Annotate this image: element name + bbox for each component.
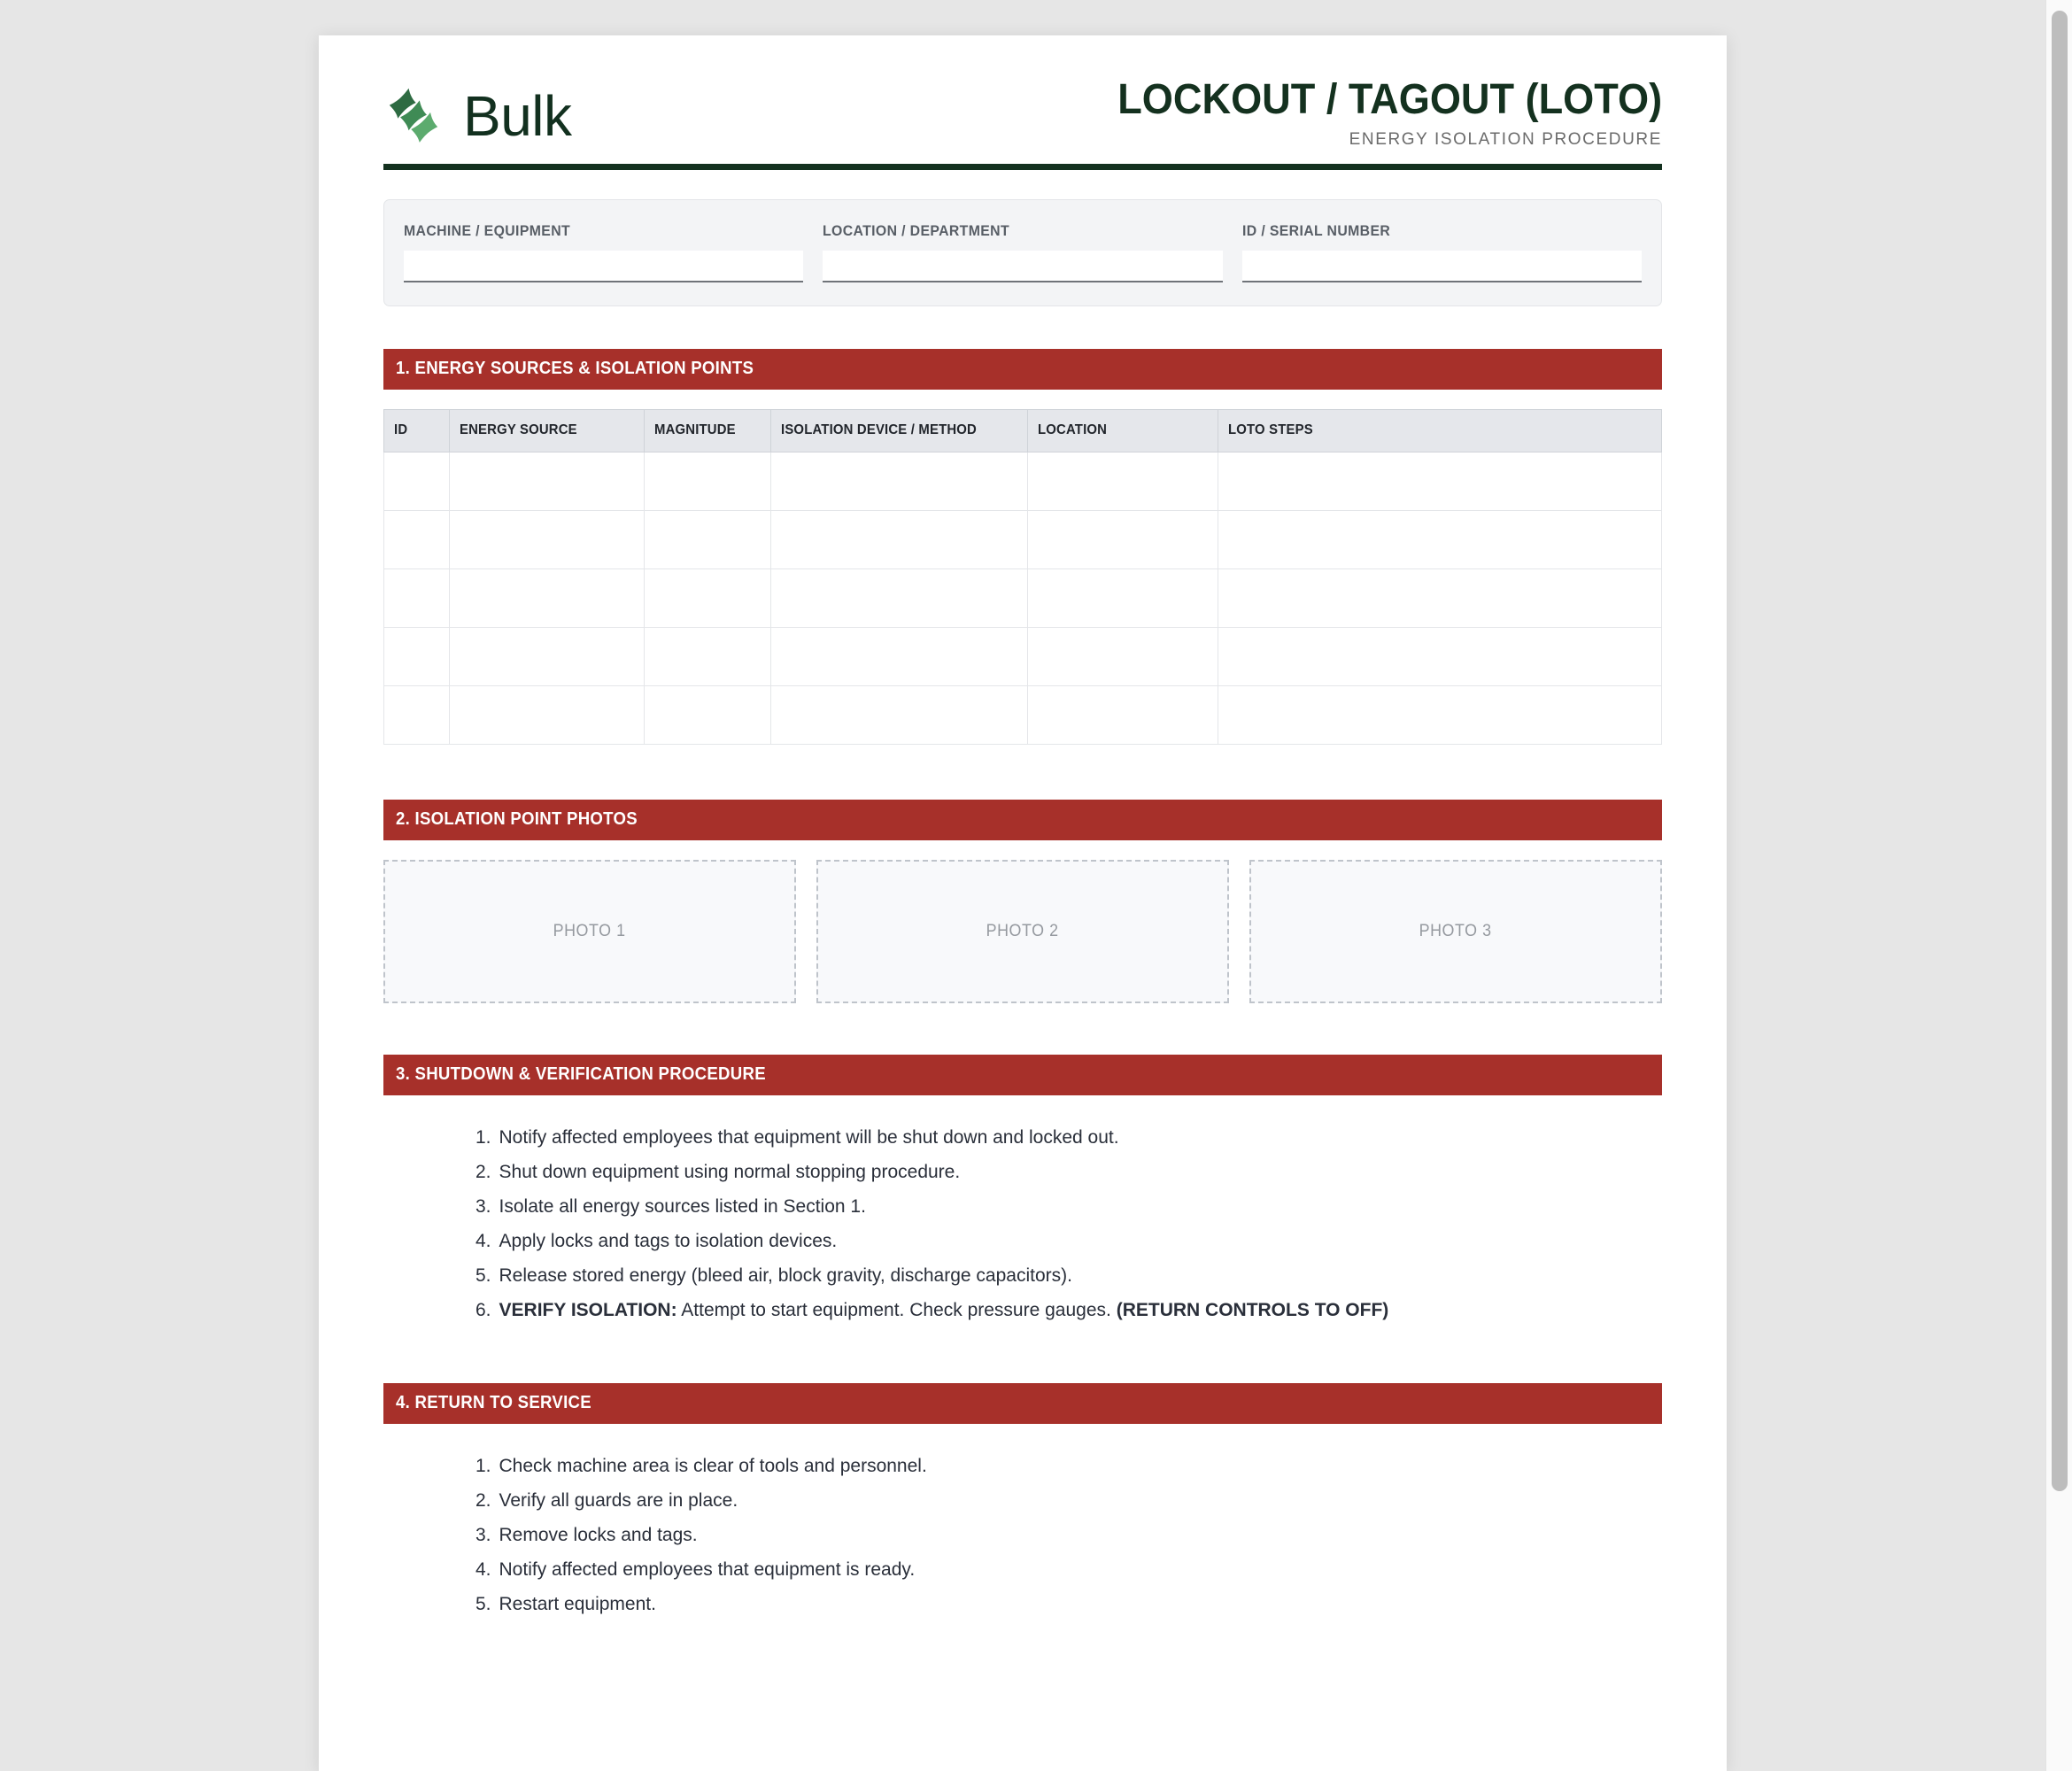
photo-placeholder-label: PHOTO 2 <box>986 921 1060 940</box>
meta-label-location: LOCATION / DEPARTMENT <box>823 221 1010 239</box>
photo-placeholder-label: PHOTO 3 <box>1419 921 1493 940</box>
return-to-service-steps-list <box>383 1449 1662 1621</box>
table-cell-energy-source[interactable] <box>450 627 645 685</box>
table-cell-loto-steps[interactable] <box>1218 685 1662 744</box>
document-subtitle: ENERGY ISOLATION PROCEDURE <box>1349 129 1662 149</box>
procedure-step <box>475 1552 1662 1587</box>
column-header-energy-source <box>450 409 645 452</box>
procedure-step-text: Isolate all energy sources listed in Section 1. <box>499 1195 866 1217</box>
table-cell-magnitude[interactable] <box>645 452 771 510</box>
section-1-heading-text: 1. ENERGY SOURCES & ISOLATION POINTS <box>396 358 754 378</box>
table-cell-magnitude[interactable] <box>645 685 771 744</box>
section-2-heading <box>383 800 1662 840</box>
document-page <box>319 35 1727 1771</box>
procedure-step-text: Notify affected employees that equipment is ready. <box>499 1558 916 1580</box>
procedure-step-number: 5. <box>475 1264 491 1286</box>
procedure-step <box>475 1293 1662 1327</box>
procedure-step-text: VERIFY ISOLATION: Attempt to start equipment. Check pressure gauges. (RETURN CONTROLS TO OFF) <box>499 1299 1389 1320</box>
document-title: LOCKOUT / TAGOUT (LOTO) <box>1117 76 1662 123</box>
procedure-step <box>475 1587 1662 1621</box>
table-cell-loto-steps[interactable] <box>1218 568 1662 627</box>
procedure-step-number: 1. <box>475 1126 491 1148</box>
table-cell-id[interactable] <box>384 510 450 568</box>
procedure-step-number: 5. <box>475 1593 491 1614</box>
column-header-energy-source-text: ENERGY SOURCE <box>460 421 577 437</box>
procedure-step-text: Verify all guards are in place. <box>499 1489 738 1511</box>
procedure-step-text: Release stored energy (bleed air, block gravity, discharge capacitors). <box>499 1264 1072 1286</box>
table-cell-id[interactable] <box>384 568 450 627</box>
column-header-id-text: ID <box>394 421 408 437</box>
header-divider-rule <box>383 164 1662 170</box>
photo-placeholder-row <box>383 860 1662 1003</box>
procedure-step-number: 4. <box>475 1230 491 1251</box>
procedure-step-number: 6. <box>475 1299 491 1320</box>
table-cell-magnitude[interactable] <box>645 568 771 627</box>
document-header <box>383 35 1662 160</box>
photo-placeholder-3[interactable] <box>1249 860 1662 1003</box>
meta-label-serial: ID / SERIAL NUMBER <box>1241 221 1390 239</box>
column-header-location-text: LOCATION <box>1038 421 1108 437</box>
table-row <box>384 685 1662 744</box>
procedure-step-number: 4. <box>475 1558 491 1580</box>
column-header-magnitude-text: MAGNITUDE <box>654 421 736 437</box>
procedure-step-text: Check machine area is clear of tools and personnel. <box>499 1455 927 1476</box>
procedure-step <box>475 1518 1662 1552</box>
meta-field-serial <box>1242 222 1642 282</box>
procedure-step-number: 2. <box>475 1489 491 1511</box>
table-cell-location[interactable] <box>1028 452 1218 510</box>
title-block <box>1083 76 1662 151</box>
table-cell-energy-source[interactable] <box>450 685 645 744</box>
table-cell-id[interactable] <box>384 452 450 510</box>
photo-placeholder-label: PHOTO 1 <box>553 921 627 940</box>
table-cell-magnitude[interactable] <box>645 627 771 685</box>
table-row <box>384 568 1662 627</box>
energy-sources-table <box>383 409 1662 745</box>
table-cell-energy-source[interactable] <box>450 452 645 510</box>
procedure-step <box>475 1224 1662 1258</box>
table-row <box>384 627 1662 685</box>
brand-name: Bulk <box>463 83 572 148</box>
table-cell-isolation-device-method[interactable] <box>771 627 1028 685</box>
section-energy-sources <box>383 349 1662 745</box>
section-4-heading <box>383 1383 1662 1424</box>
page-bottom-spacer <box>383 1621 1662 1728</box>
procedure-step-number: 2. <box>475 1161 491 1182</box>
procedure-step-text: Apply locks and tags to isolation devices. <box>499 1230 838 1251</box>
section-4-heading-text: 4. RETURN TO SERVICE <box>396 1392 591 1412</box>
column-header-isolation-device-text: ISOLATION DEVICE / METHOD <box>781 421 977 437</box>
procedure-step <box>475 1483 1662 1518</box>
table-row <box>384 452 1662 510</box>
equipment-meta-bar <box>383 199 1662 306</box>
id-serial-number-input[interactable] <box>1242 251 1642 282</box>
column-header-isolation-device <box>771 409 1028 452</box>
vertical-scrollbar-track[interactable] <box>2045 0 2072 1771</box>
table-cell-energy-source[interactable] <box>450 568 645 627</box>
photo-placeholder-2[interactable] <box>816 860 1229 1003</box>
procedure-step-number: 3. <box>475 1195 491 1217</box>
procedure-step <box>475 1449 1662 1483</box>
procedure-step <box>475 1120 1662 1155</box>
procedure-step <box>475 1155 1662 1189</box>
section-2-heading-text: 2. ISOLATION POINT PHOTOS <box>396 808 638 829</box>
column-header-location <box>1028 409 1218 452</box>
procedure-step-text: Remove locks and tags. <box>499 1524 698 1545</box>
table-cell-energy-source[interactable] <box>450 510 645 568</box>
section-shutdown-procedure <box>383 1055 1662 1327</box>
table-row <box>384 510 1662 568</box>
procedure-step-text: Notify affected employees that equipment will be shut down and locked out. <box>499 1126 1119 1148</box>
table-cell-magnitude[interactable] <box>645 510 771 568</box>
vertical-scrollbar-thumb[interactable] <box>2052 11 2068 1491</box>
brand-lockup <box>383 83 572 151</box>
section-return-to-service <box>383 1383 1662 1621</box>
table-cell-isolation-device-method[interactable] <box>771 568 1028 627</box>
column-header-loto-steps-text: LOTO STEPS <box>1228 421 1313 437</box>
meta-field-machine <box>404 222 803 282</box>
table-header-row <box>384 409 1662 452</box>
procedure-step-number: 1. <box>475 1455 491 1476</box>
column-header-id <box>384 409 450 452</box>
table-cell-location[interactable] <box>1028 568 1218 627</box>
table-cell-isolation-device-method[interactable] <box>771 452 1028 510</box>
photo-placeholder-1[interactable] <box>383 860 796 1003</box>
table-cell-isolation-device-method[interactable] <box>771 685 1028 744</box>
procedure-step-text: Restart equipment. <box>499 1593 656 1614</box>
meta-field-location <box>823 222 1222 282</box>
column-header-magnitude <box>645 409 771 452</box>
procedure-step <box>475 1189 1662 1224</box>
table-cell-location[interactable] <box>1028 627 1218 685</box>
procedure-step <box>475 1258 1662 1293</box>
section-3-heading-text: 3. SHUTDOWN & VERIFICATION PROCEDURE <box>396 1063 766 1084</box>
energy-sources-table-body <box>384 452 1662 744</box>
section-3-heading <box>383 1055 1662 1095</box>
machine-equipment-input[interactable] <box>404 251 803 282</box>
shutdown-steps-list <box>383 1120 1662 1327</box>
table-cell-loto-steps[interactable] <box>1218 627 1662 685</box>
column-header-loto-steps <box>1218 409 1662 452</box>
location-department-input[interactable] <box>823 251 1222 282</box>
meta-label-machine: MACHINE / EQUIPMENT <box>404 221 571 239</box>
section-isolation-photos <box>383 800 1662 1003</box>
procedure-step-text: Shut down equipment using normal stopping procedure. <box>499 1161 961 1182</box>
table-cell-id[interactable] <box>384 627 450 685</box>
section-1-heading <box>383 349 1662 390</box>
procedure-step-number: 3. <box>475 1524 491 1545</box>
table-cell-location[interactable] <box>1028 685 1218 744</box>
table-cell-location[interactable] <box>1028 510 1218 568</box>
table-cell-id[interactable] <box>384 685 450 744</box>
bulk-logo-icon <box>383 86 444 146</box>
table-cell-isolation-device-method[interactable] <box>771 510 1028 568</box>
table-cell-loto-steps[interactable] <box>1218 452 1662 510</box>
table-cell-loto-steps[interactable] <box>1218 510 1662 568</box>
